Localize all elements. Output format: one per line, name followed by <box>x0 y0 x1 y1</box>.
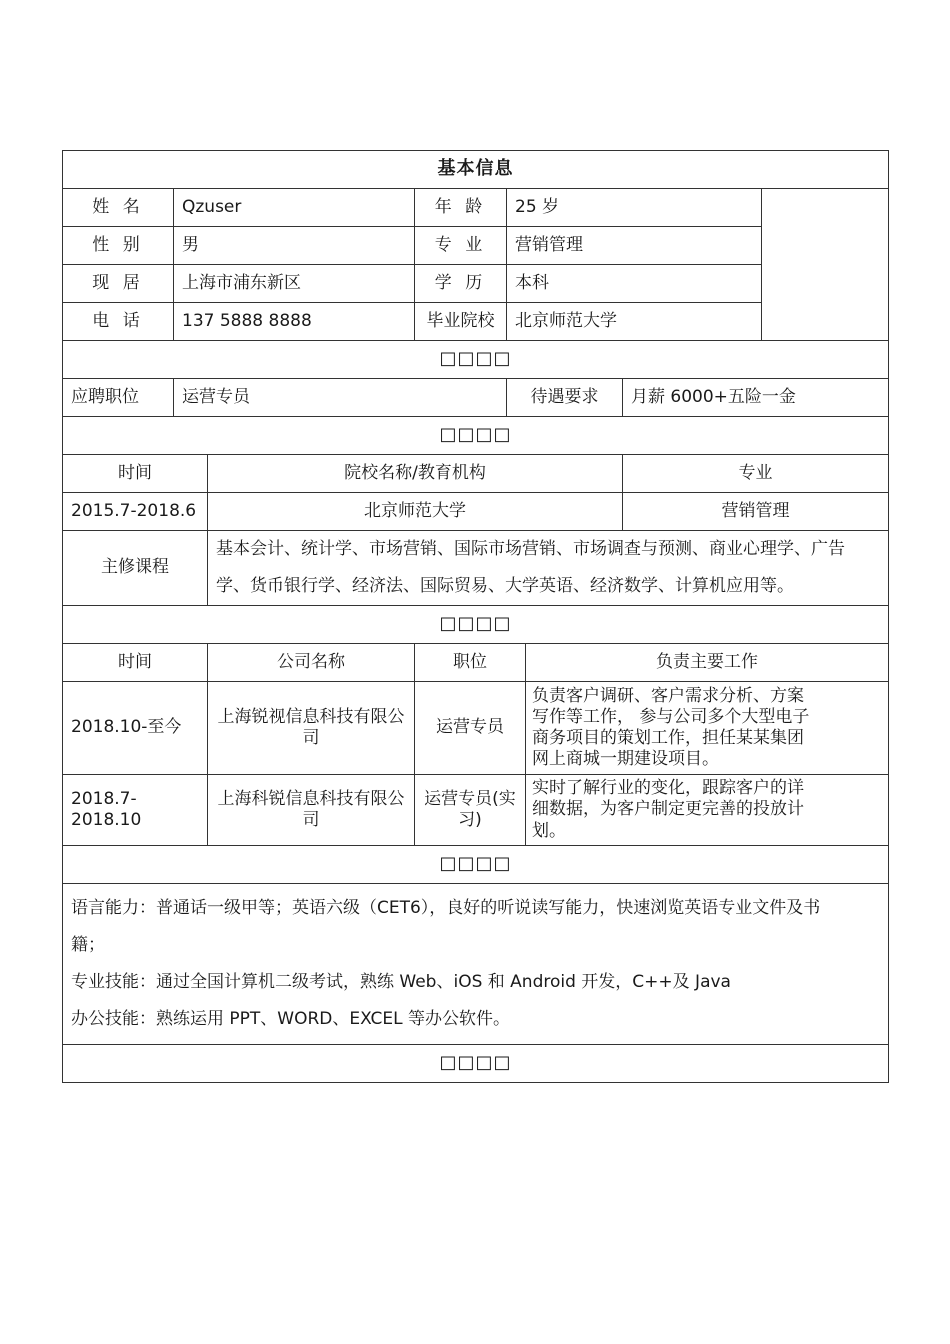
gender-value: 男 <box>174 227 415 265</box>
duty-line: 细数据，为客户制定更完善的投放计 <box>532 799 804 820</box>
school-value: 北京师范大学 <box>507 303 762 341</box>
degree-value: 本科 <box>507 265 762 303</box>
duty-line: 实时了解行业的变化，跟踪客户的详 <box>532 778 804 799</box>
skills-line: 语言能力：普通话一级甲等；英语六级（CET6），良好的听说读写能力，快速浏览英语专业文件及书 <box>71 898 821 918</box>
edu-time: 2015.7-2018.6 <box>63 493 208 531</box>
exp-duty <box>526 775 889 846</box>
exp-position: 运营专员(实习) <box>415 775 526 846</box>
skills-line: 专业技能：通过全国计算机二级考试，熟练 Web、iOS 和 Android 开发，C++及 Java <box>71 972 731 992</box>
phone-value: 137 5888 8888 <box>174 303 415 341</box>
skills-line: 办公技能：熟练运用 PPT、WORD、EXCEL 等办公软件。 <box>71 1009 511 1029</box>
age-value: 25 岁 <box>507 189 762 227</box>
exp-header-company: 公司名称 <box>208 644 415 682</box>
exp-position: 运营专员 <box>415 682 526 775</box>
section-title-experience: □□□□ <box>63 606 889 644</box>
gender-label: 性 别 <box>63 227 174 265</box>
section-title-basic: 基本信息 <box>63 151 889 189</box>
exp-time: 2018.7-2018.10 <box>63 775 208 846</box>
major-value: 营销管理 <box>507 227 762 265</box>
courses-label: 主修课程 <box>63 531 208 606</box>
salary-value: 月薪 6000+五险一金 <box>623 379 889 417</box>
edu-major: 营销管理 <box>623 493 889 531</box>
school-label: 毕业院校 <box>415 303 507 341</box>
skills-line: 籍； <box>71 935 105 955</box>
courses-line: 基本会计、统计学、市场营销、国际市场营销、市场调查与预测、商业心理学、广告 <box>216 539 845 559</box>
phone-label: 电 话 <box>63 303 174 341</box>
exp-company: 上海锐视信息科技有限公司 <box>208 682 415 775</box>
major-label: 专 业 <box>415 227 507 265</box>
edu-school: 北京师范大学 <box>208 493 623 531</box>
duty-line: 商务项目的策划工作，担任某某集团 <box>532 728 804 748</box>
courses-line: 学、货币银行学、经济法、国际贸易、大学英语、经济数学、计算机应用等。 <box>216 576 794 596</box>
courses-value <box>208 531 889 606</box>
edu-header-major: 专业 <box>623 455 889 493</box>
salary-label: 待遇要求 <box>507 379 623 417</box>
residence-label: 现 居 <box>63 265 174 303</box>
photo-placeholder <box>762 189 889 341</box>
age-label: 年 龄 <box>415 189 507 227</box>
duty-line: 网上商城一期建设项目。 <box>532 749 719 770</box>
exp-header-position: 职位 <box>415 644 526 682</box>
section-title-skills: □□□□ <box>63 846 889 884</box>
exp-company: 上海科锐信息科技有限公司 <box>208 775 415 846</box>
residence-value: 上海市浦东新区 <box>174 265 415 303</box>
name-label: 姓 名 <box>63 189 174 227</box>
exp-time: 2018.10-至今 <box>63 682 208 775</box>
section-title-education: □□□□ <box>63 417 889 455</box>
duty-line: 写作等工作， 参与公司多个大型电子 <box>532 706 810 727</box>
duty-line: 负责客户调研、客户需求分析、方案 <box>532 685 804 706</box>
exp-duty <box>526 682 889 775</box>
exp-header-duty: 负责主要工作 <box>526 644 889 682</box>
edu-header-time: 时间 <box>63 455 208 493</box>
resume-table <box>62 150 889 1083</box>
degree-label: 学 历 <box>415 265 507 303</box>
exp-header-time: 时间 <box>63 644 208 682</box>
section-title-self-eval: □□□□ <box>63 1045 889 1083</box>
position-value: 运营专员 <box>174 379 507 417</box>
section-title-intention: □□□□ <box>63 341 889 379</box>
edu-header-school: 院校名称/教育机构 <box>208 455 623 493</box>
duty-line: 划。 <box>532 820 566 841</box>
position-label: 应聘职位 <box>63 379 174 417</box>
skills-content <box>63 884 889 1045</box>
name-value: Qzuser <box>174 189 415 227</box>
